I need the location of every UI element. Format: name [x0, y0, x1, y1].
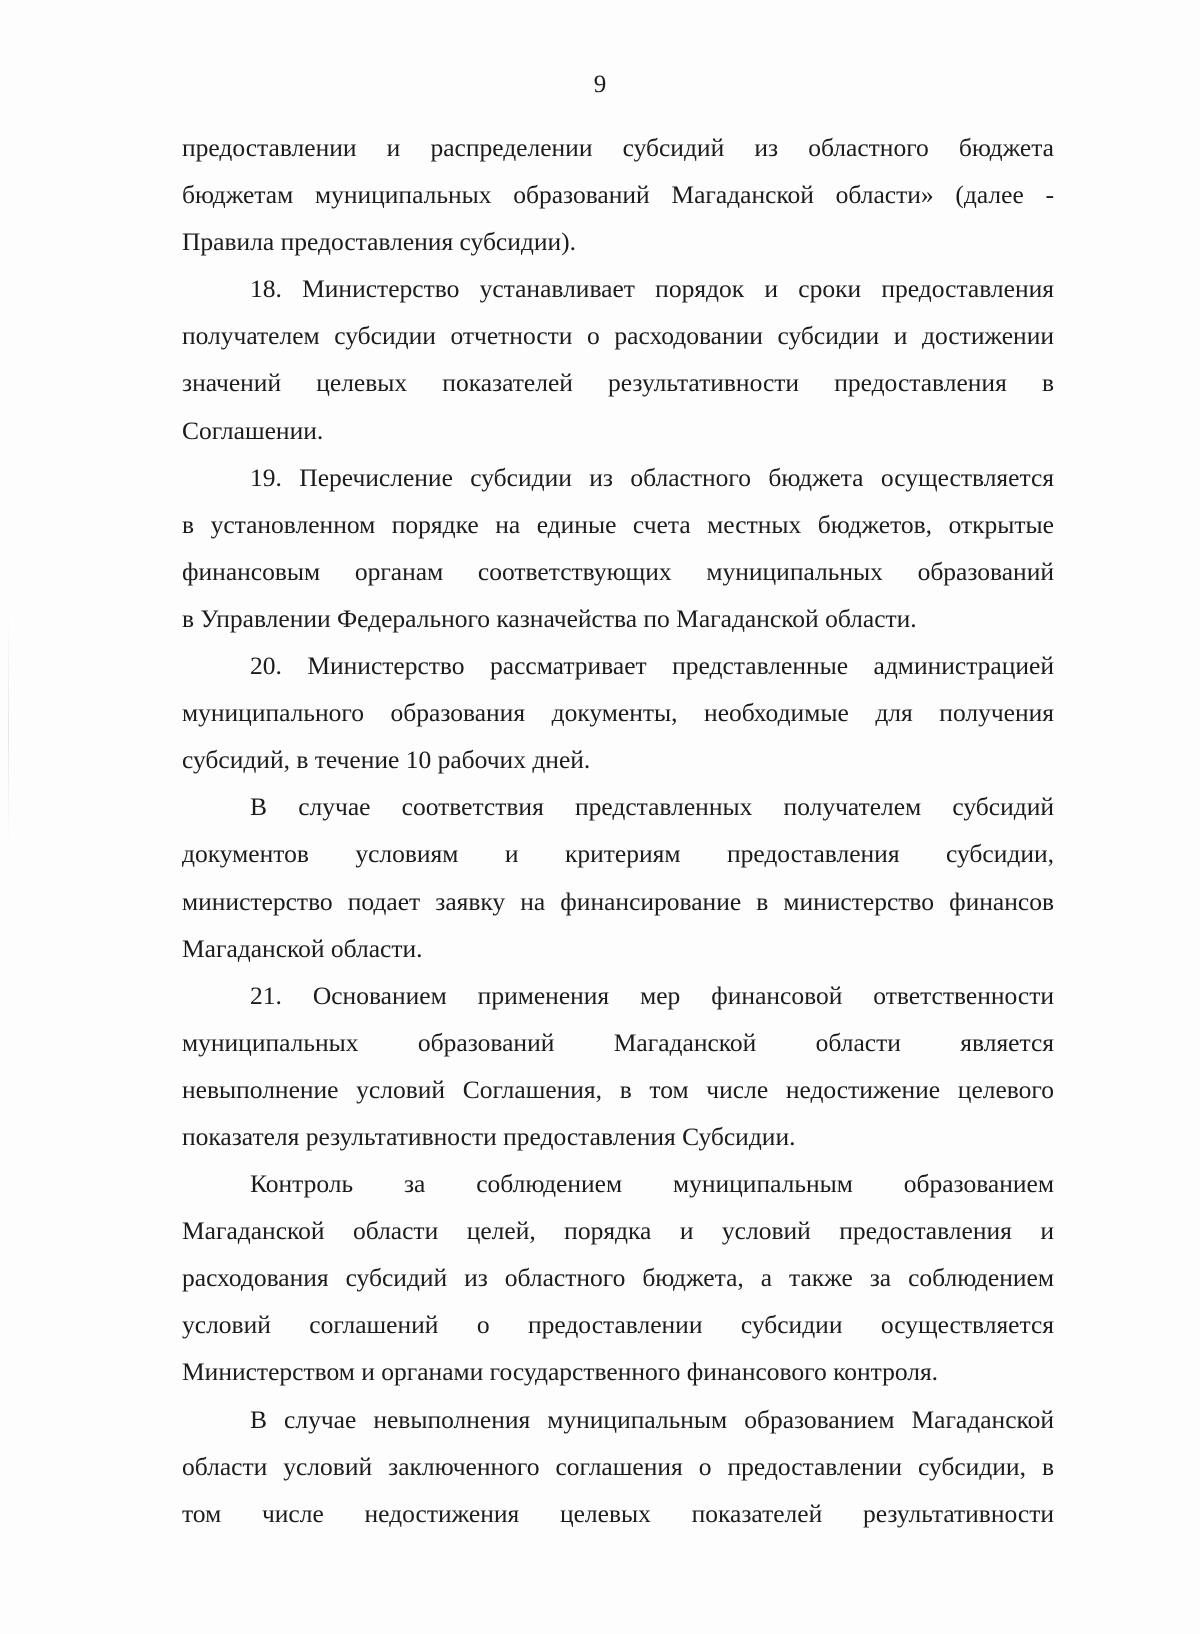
- text-line: Министерством и органами государственного финансового контроля.: [182, 1357, 939, 1387]
- text-line: получателем субсидии отчетности о расходовании субсидии и достижении: [182, 321, 1054, 351]
- text-line: муниципального образования документы, необходимые для получения: [182, 698, 1054, 728]
- scan-edge-mark: [8, 600, 9, 860]
- document-body: [182, 124, 1054, 1537]
- text-line: показателя результативности предоставления Субсидии.: [182, 1121, 796, 1151]
- paragraph-first-line: 19. Перечисление субсидии из областного бюджета осуществляется: [250, 462, 1054, 492]
- text-line: значений целевых показателей результативности предоставления в: [182, 368, 1054, 398]
- text-line: в установленном порядке на единые счета местных бюджетов, открытые: [182, 509, 1054, 539]
- text-line: субсидий, в течение 10 рабочих дней.: [182, 745, 591, 775]
- paragraph-first-line: В случае соответствия представленных получателем субсидий: [250, 792, 1054, 822]
- text-line: Магаданской области целей, порядка и условий предоставления и: [182, 1216, 1054, 1246]
- paragraph-first-line: В случае невыполнения муниципальным образованием Магаданской: [250, 1404, 1054, 1434]
- text-line: области условий заключенного соглашения о предоставлении субсидии, в: [182, 1451, 1054, 1481]
- text-line: министерство подает заявку на финансирование в министерство финансов: [182, 886, 1054, 916]
- text-line: Правила предоставления субсидии).: [182, 227, 577, 257]
- text-line: бюджетам муниципальных образований Магаданской области» (далее -: [182, 180, 1054, 210]
- text-line: невыполнение условий Соглашения, в том числе недостижение целевого: [182, 1074, 1054, 1104]
- text-line: том числе недостижения целевых показателей результативности: [182, 1498, 1054, 1528]
- page-number: 9: [593, 71, 607, 98]
- paragraph-first-line: Контроль за соблюдением муниципальным образованием: [250, 1169, 1054, 1199]
- paragraph-first-line: 20. Министерство рассматривает представленные администрацией: [250, 651, 1054, 681]
- text-line: расходования субсидий из областного бюджета, а также за соблюдением: [182, 1263, 1054, 1293]
- text-line: предоставлении и распределении субсидий из областного бюджета: [182, 133, 1054, 162]
- text-line: в Управлении Федерального казначейства по Магаданской области.: [182, 603, 917, 633]
- text-line: Соглашении.: [182, 415, 324, 445]
- text-line: Магаданской области.: [182, 933, 423, 963]
- text-line: муниципальных образований Магаданской области является: [182, 1027, 1054, 1057]
- text-line: документов условиям и критериям предоставления субсидии,: [182, 839, 1054, 869]
- text-line: финансовым органам соответствующих муниципальных образований: [182, 556, 1054, 586]
- text-line: условий соглашений о предоставлении субсидии осуществляется: [182, 1310, 1054, 1340]
- paragraph-first-line: 18. Министерство устанавливает порядок и сроки предоставления: [250, 274, 1054, 304]
- paragraph-first-line: 21. Основанием применения мер финансовой ответственности: [250, 980, 1054, 1010]
